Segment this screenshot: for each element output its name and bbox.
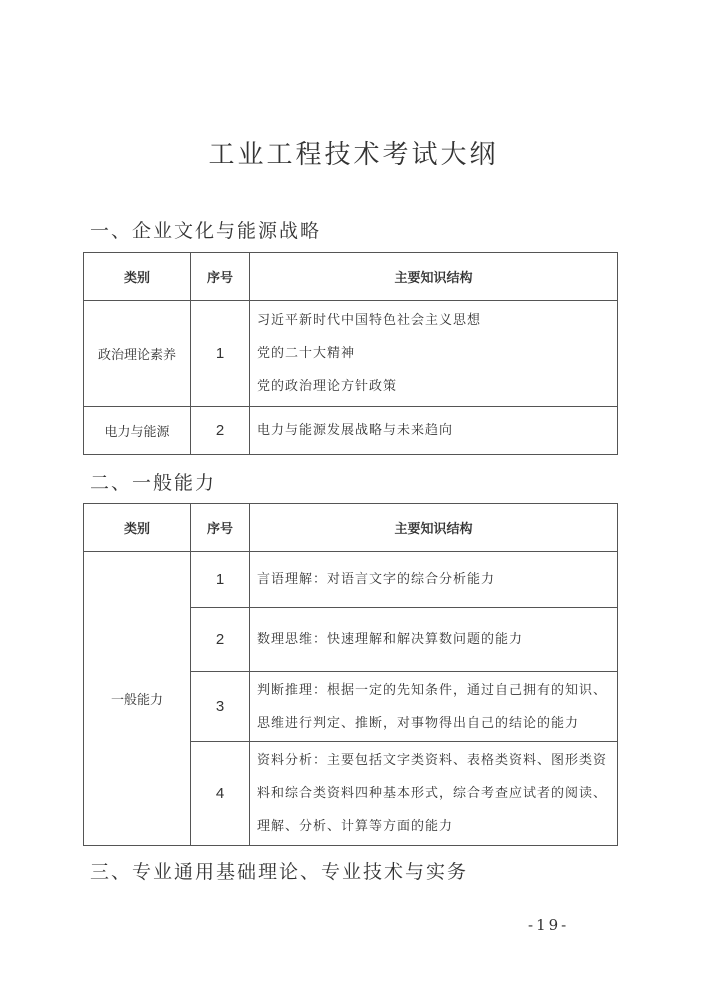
row-number: 1	[191, 552, 250, 608]
header-knowledge: 主要知识结构	[250, 253, 618, 301]
row-number: 1	[191, 301, 250, 407]
row-number: 4	[191, 742, 250, 846]
table-row	[84, 552, 618, 608]
row-knowledge	[250, 742, 618, 846]
table-row	[84, 301, 618, 407]
table-header-row	[84, 253, 618, 301]
row-category: 政治理论素养	[84, 301, 191, 407]
knowledge-line: 习近平新时代中国特色社会主义思想	[257, 313, 482, 328]
table-enterprise-culture	[83, 252, 618, 455]
header-category: 类别	[84, 253, 191, 301]
row-category: 电力与能源	[84, 407, 191, 455]
knowledge-line: 党的二十大精神	[257, 346, 356, 361]
knowledge-line: 思维进行判定、推断，对事物得出自己的结论的能力	[257, 715, 580, 731]
row-knowledge	[250, 672, 618, 742]
row-number: 2	[191, 608, 250, 672]
knowledge-line: 言语理解：对语言文字的综合分析能力	[257, 572, 496, 587]
header-number: 序号	[191, 253, 250, 301]
row-number: 3	[191, 672, 250, 742]
knowledge-line: 理解、分析、计算等方面的能力	[257, 819, 454, 834]
header-category: 类别	[84, 504, 191, 552]
header-number: 序号	[191, 504, 250, 552]
document-title: 工业工程技术考试大纲	[208, 140, 499, 170]
section-heading-2: 二、一般能力	[90, 472, 217, 494]
knowledge-line: 党的政治理论方针政策	[257, 379, 398, 394]
row-knowledge	[250, 552, 618, 608]
table-row	[84, 407, 618, 455]
section-heading-1: 一、企业文化与能源战略	[90, 220, 322, 242]
row-knowledge	[250, 301, 618, 407]
section-heading-3: 三、专业通用基础理论、专业技术与实务	[90, 861, 469, 883]
table-general-ability	[83, 503, 618, 846]
knowledge-line: 料和综合类资料四种基本形式，综合考查应试者的阅读、	[257, 786, 608, 801]
knowledge-line: 数理思维：快速理解和解决算数问题的能力	[257, 632, 524, 647]
table-header-row	[84, 504, 618, 552]
page-number: -19-	[528, 916, 570, 934]
row-knowledge	[250, 407, 618, 455]
row-knowledge	[250, 608, 618, 672]
knowledge-line: 电力与能源发展战略与未来趋向	[257, 423, 454, 438]
knowledge-line: 资料分析：主要包括文字类资料、表格类资料、图形类资	[257, 753, 608, 768]
knowledge-line: 判断推理：根据一定的先知条件，通过自己拥有的知识、	[257, 682, 608, 698]
row-number: 2	[191, 407, 250, 455]
row-category: 一般能力	[84, 552, 191, 846]
header-knowledge: 主要知识结构	[250, 504, 618, 552]
